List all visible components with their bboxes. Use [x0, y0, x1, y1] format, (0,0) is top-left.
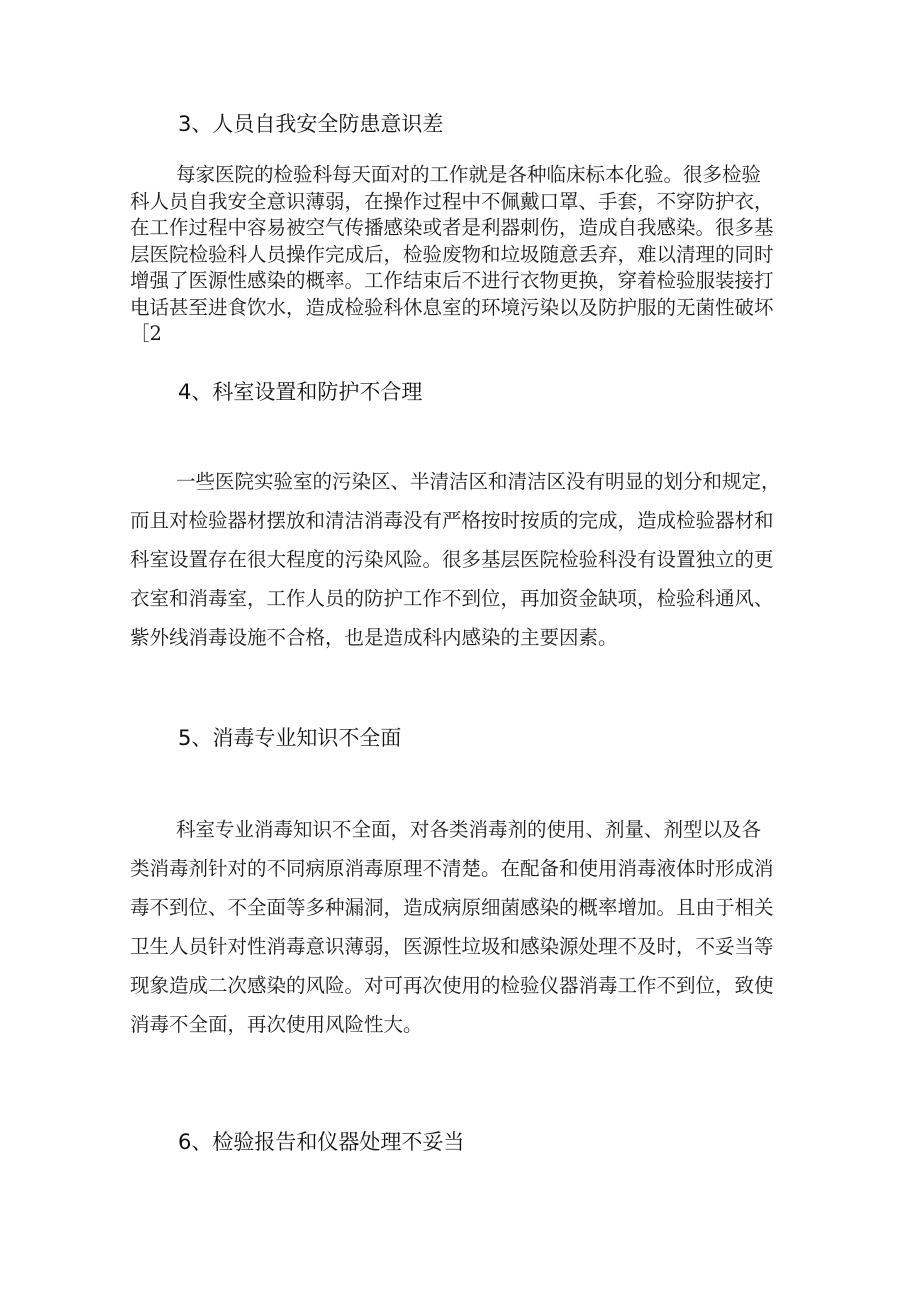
paragraph-line: 科室设置存在很大程度的污染风险。很多基层医院检验科没有设置独立的更	[130, 548, 774, 571]
paragraph-line: 每家医院的检验科每天面对的工作就是各种临床标本化验。很多检验	[176, 163, 762, 186]
paragraph-line: 毒不到位、不全面等多种漏洞，造成病原细菌感染的概率增加。且由于相关	[130, 896, 774, 919]
paragraph-line: 科人员自我安全意识薄弱，在操作过程中不佩戴口罩、手套，不穿防护衣，	[130, 189, 774, 213]
paragraph-line: 增强了医源性感染的概率。工作结束后不进行衣物更换，穿着检验服装接打	[130, 269, 774, 292]
paragraph-line: 层医院检验科人员操作完成后，检验废物和垃圾随意丢弃，难以清理的同时	[130, 242, 774, 266]
paragraph-line: 紫外线消毒设施不合格，也是造成科内感染的主要因素。	[130, 626, 618, 649]
section-5-heading: 5、消毒专业知识不全面	[178, 726, 402, 750]
paragraph-line: 卫生人员针对性消毒意识薄弱，医源性垃圾和感染源处理不及时，不妥当等	[130, 935, 774, 958]
paragraph-line: 科室专业消毒知识不全面，对各类消毒剂的使用、剂量、剂型以及各	[176, 818, 762, 841]
section-3-paragraph	[130, 162, 790, 348]
paragraph-line: 在工作过程中容易被空气传播感染或者是利器刺伤，造成自我感染。很多基	[130, 216, 774, 239]
paragraph-line: ［2	[130, 322, 162, 345]
section-4-heading: 4、科室设置和防护不合理	[178, 380, 423, 404]
section-3-heading: 3、人员自我安全防患意识差	[178, 112, 444, 136]
paragraph-line: 类消毒剂针对的不同病原消毒原理不清楚。在配备和使用消毒液体时形成消	[130, 857, 774, 880]
section-6-heading: 6、检验报告和仪器处理不妥当	[178, 1130, 465, 1154]
paragraph-line: 衣室和消毒室，工作人员的防护工作不到位，再加资金缺项，检验科通风、	[130, 587, 774, 610]
section-4-paragraph	[130, 462, 790, 657]
paragraph-line: 现象造成二次感染的风险。对可再次使用的检验仪器消毒工作不到位，致使	[130, 974, 774, 997]
paragraph-line: 消毒不全面，再次使用风险性大。	[130, 1013, 423, 1036]
paragraph-line: 一些医院实验室的污染区、半清洁区和清洁区没有明显的划分和规定，	[176, 470, 781, 493]
section-5-paragraph	[130, 810, 790, 1044]
paragraph-line: 而且对检验器材摆放和清洁消毒没有严格按时按质的完成，造成检验器材和	[130, 509, 774, 532]
paragraph-line: 电话甚至进食饮水，造成检验科休息室的环境污染以及防护服的无菌性破坏	[130, 295, 774, 319]
